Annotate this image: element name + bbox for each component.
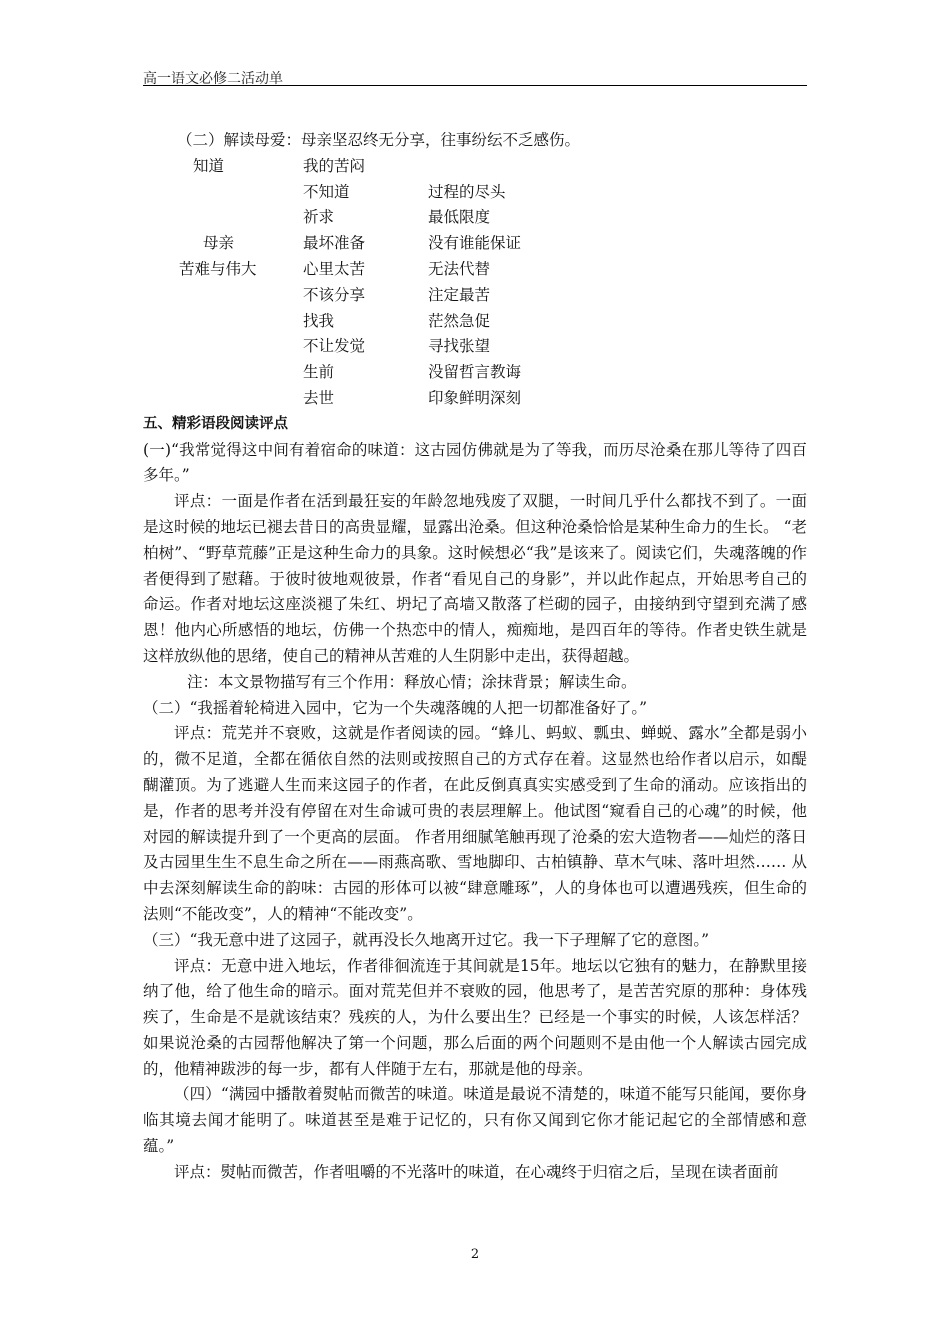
- table-row: [143, 231, 807, 257]
- table-cell-col3: 注定最苦: [428, 285, 491, 304]
- table-row: [143, 360, 807, 386]
- table-cell-col3: 没有谁能保证: [428, 234, 522, 253]
- comment-1: 评点：一面是作者在活到最狂妄的年龄忽地残废了双腿，一时间几乎什么都找不到了。一面是这时候的地坛已褪去昔日的高贵显耀，显露出沧桑。但这种沧桑恰恰是某种生命力的生长。 “老柏树”、“野草荒藤”正是这种生命力的具象。这时候想必“我”是该来了。阅读它们，失魂落魄的作者便得到了慰藉。于彼时彼地观彼景，作者“看见自己的身影”，并以此作起点，开始思考自己的命运。作者对地坛这座淡褪了朱红、坍圮了高墙又散落了栏砌的园子，由接纳到守望到充满了感恩！他内心所感悟的地坛，仿佛一个热恋中的情人，痴痴地，是四百年的等待。作者史铁生就是这样放纵他的思绪，使自己的精神从苦难的人生阴影中走出，获得超越。: [143, 492, 807, 665]
- table-cell-col2: 找我: [303, 311, 335, 330]
- table-cell-col1: 苦难与伟大: [179, 259, 257, 278]
- table-cell-col3: 最低限度: [428, 208, 491, 227]
- quote-3: （三）“我无意中进了这园子，就再没长久地离开过它。我一下子理解了它的意图。”: [143, 930, 710, 949]
- note-1: 注：本文景物描写有三个作用：释放心情；涂抹背景；解读生命。: [187, 672, 637, 691]
- table-row: [143, 257, 807, 283]
- table-cell-col3: 寻找张望: [428, 337, 491, 356]
- comment-3: 评点：无意中进入地坛，作者徘徊流连于其间就是15年。地坛以它独有的魅力，在静默里接纳了他，给了他生命的暗示。面对荒芜但并不衰败的园，他思考了，是苦苦究原的那种：身体残疾了，生命是不是就该结束？残疾的人，为什么要出生？已经是一个事实的时候，人该怎样活？如果说沧桑的古园帮他解决了第一个问题，那么后面的两个问题则不是由他一个人解读古园完成的，他精神跋涉的每一步，都有人伴随于左右，那就是他的母亲。: [143, 956, 807, 1078]
- comment-2: 评点：荒芜并不衰败，这就是作者阅读的园。“蜂儿、蚂蚁、瓢虫、蝉蜕、露水”全都是弱小的，微不足道，全都在循依自然的法则或按照自己的方式存在着。这显然也给作者以启示，如醍醐灌顶。为了逃避人生而来这园子的作者，在此反倒真真实实感受到了生命的涌动。应该指出的是，作者的思考并没有停留在对生命诚可贵的表层理解上。他试图“窥看自己的心魂”的时候，他对园的解读提升到了一个更高的层面。 作者用细腻笔触再现了沧桑的宏大造物者——灿烂的落日及古园里生生不息生命之所在——雨燕高歌、雪地脚印、古柏镇静、草木气味、落叶坦然…… 从中去深刻解读生命的韵味：古园的形体可以被“肆意雕琢”，人的身体也可以遭遇残疾，但生命的法则“不能改变”，人的精神“不能改变”。: [143, 724, 807, 923]
- table-row: [143, 334, 807, 360]
- table-cell-col3: 茫然急促: [428, 311, 491, 330]
- table-cell-col2: 我的苦闷: [303, 156, 366, 175]
- mother-table: [143, 154, 807, 412]
- table-cell-col3: 没留哲言教诲: [428, 363, 522, 382]
- quote-4: （四）“满园中播散着熨帖而微苦的味道。味道是最说不清楚的，味道不能写只能闻，要你身临其境去闻才能明了。味道甚至是难于记忆的，只有你又闻到它你才能记起它的全部情感和意蕴。”: [143, 1085, 807, 1156]
- table-cell-col1: 母亲: [203, 234, 235, 253]
- table-cell-col3: 无法代替: [428, 259, 491, 278]
- section-2-title: （二）解读母爱：母亲坚忍终无分享，往事纷纭不乏感伤。: [177, 131, 581, 149]
- table-cell-col2: 去世: [303, 388, 335, 407]
- table-row: [143, 309, 807, 335]
- page-header: 高一语文必修二活动单: [143, 71, 283, 87]
- table-cell-col2: 生前: [303, 363, 335, 382]
- quote-2: （二）“我摇着轮椅进入园中，它为一个失魂落魄的人把一切都准备好了。”: [143, 698, 648, 717]
- table-cell-col3: 印象鲜明深刻: [428, 388, 522, 407]
- table-cell-col2: 祈求: [303, 208, 335, 227]
- table-cell-col1: 知道: [193, 156, 225, 175]
- comment-4: 评点：熨帖而微苦，作者咀嚼的不光落叶的味道，在心魂终于归宿之后，呈现在读者面前: [174, 1162, 779, 1181]
- quote-1: (一)“我常觉得这中间有着宿命的味道：这古园仿佛就是为了等我，而历尽沧桑在那儿等待了四百多年。”: [143, 440, 807, 485]
- table-row: [143, 205, 807, 231]
- section-5-title: 五、精彩语段阅读评点: [143, 415, 288, 432]
- header-rule: [143, 85, 807, 86]
- table-cell-col2: 不知道: [303, 182, 350, 201]
- table-row: [143, 180, 807, 206]
- page-number: 2: [470, 1247, 480, 1262]
- table-cell-col2: 心里太苦: [303, 259, 366, 278]
- table-cell-col2: 不该分享: [303, 285, 366, 304]
- table-row: [143, 386, 807, 412]
- table-cell-col3: 过程的尽头: [428, 182, 506, 201]
- document-body: [143, 128, 807, 1186]
- table-cell-col2: 最坏准备: [303, 234, 366, 253]
- table-row: [143, 154, 807, 180]
- table-cell-col2: 不让发觉: [303, 337, 366, 356]
- table-row: [143, 283, 807, 309]
